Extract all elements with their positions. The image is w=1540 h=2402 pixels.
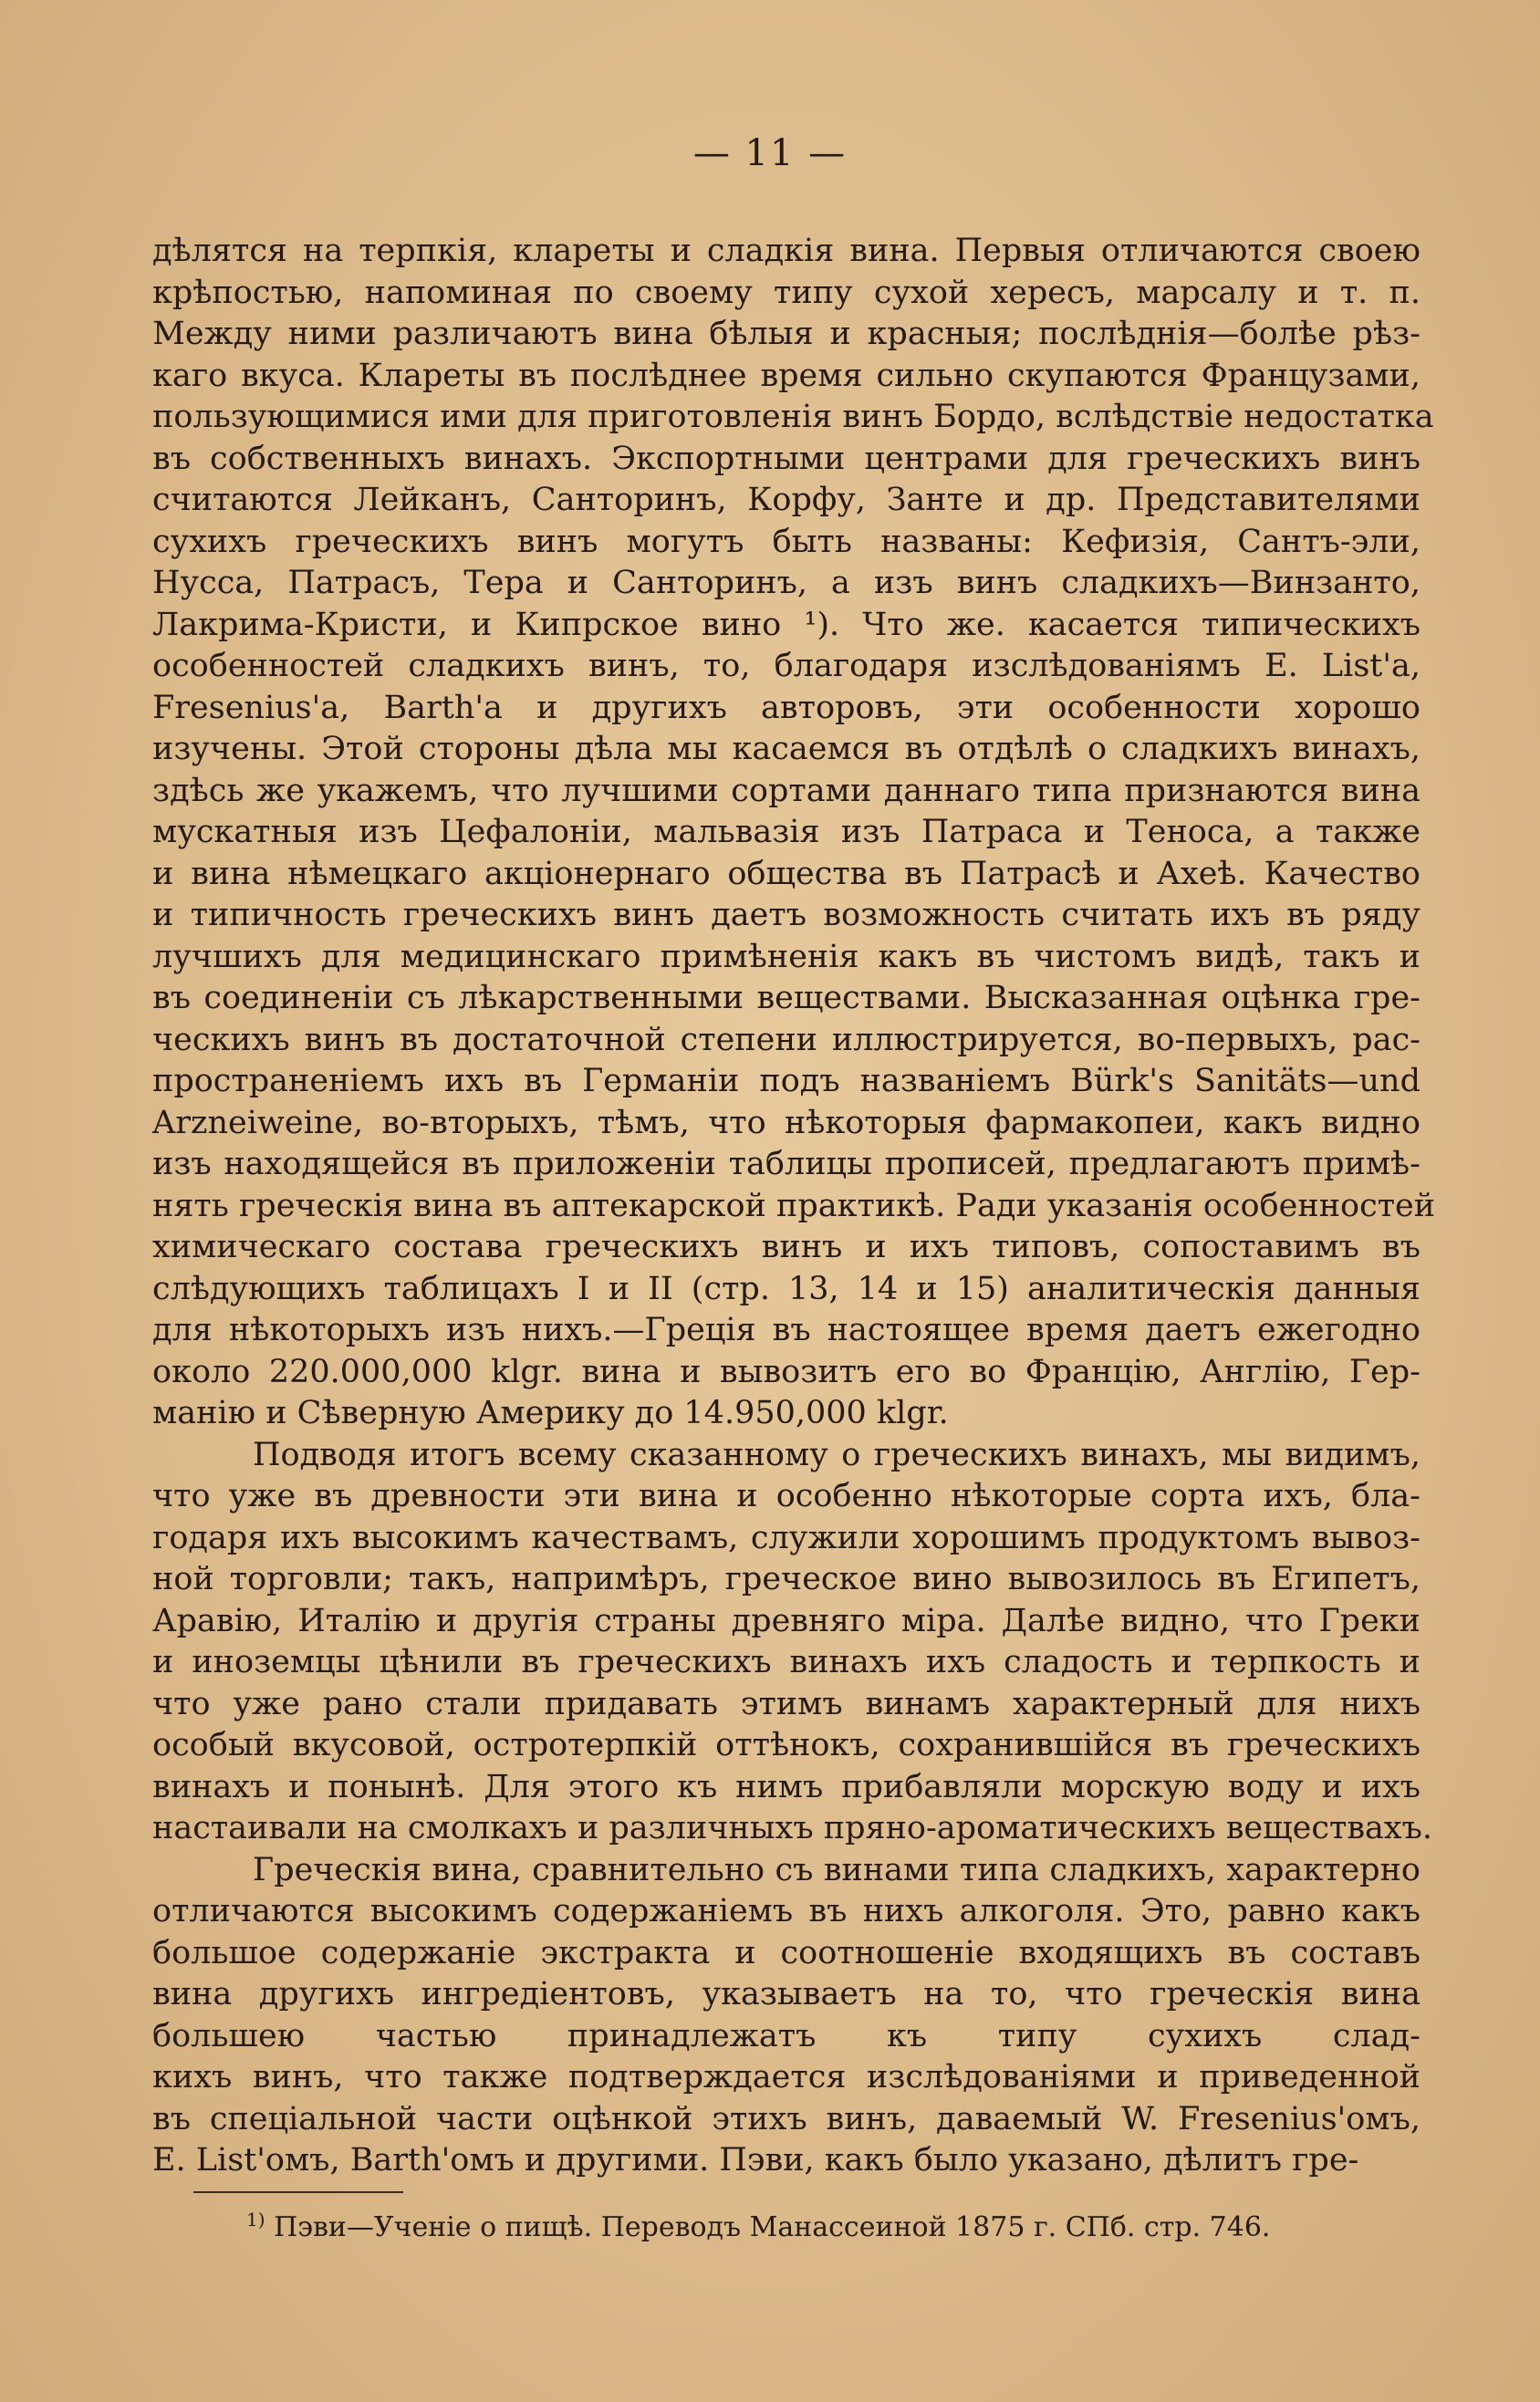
text-line: манію и Сѣверную Америку до 14.950,000 klgr.: [152, 1395, 949, 1431]
paragraph: [152, 1850, 1420, 2182]
text-line: въ спеціальной части оцѣнкой этихъ винъ, даваемый W. Fresenius'омъ,: [152, 2100, 1420, 2137]
text-line: изъ находящейся въ приложеніи таблицы прописей, предлагаютъ примѣ-: [152, 1146, 1420, 1182]
text-line: и вина нѣмецкаго акціонернаго общества въ Патрасѣ и Ахеѣ. Качество: [152, 855, 1420, 892]
text-line: Arzneiweine, во-вторыхъ, тѣмъ, что нѣкоторыя фармакопеи, какъ видно: [152, 1104, 1420, 1141]
text-line: около 220.000,000 klgr. вина и вывозитъ его во Францію, Англію, Гер-: [152, 1353, 1420, 1390]
text-line: здѣсь же укажемъ, что лучшими сортами даннаго типа признаются вина: [152, 772, 1420, 809]
text-line: изучены. Этой стороны дѣла мы касаемся въ отдѣлѣ о сладкихъ винахъ,: [152, 731, 1420, 767]
text-line: и иноземцы цѣнили въ греческихъ винахъ ихъ сладость и терпкость и: [152, 1644, 1420, 1680]
text-line: Аравію, Италію и другія страны древняго міра. Далѣе видно, что Греки: [152, 1602, 1420, 1639]
text-line: вина другихъ ингредіентовъ, указываетъ на то, что греческія вина: [152, 1976, 1420, 2012]
text-line: въ собственныхъ винахъ. Экспортными центрами для греческихъ винъ: [152, 440, 1420, 477]
text-line: Fresenius'а, Barth'а и другихъ авторовъ, эти особенности хорошо: [152, 689, 1420, 726]
text-line: дѣлятся на терпкія, клареты и сладкія вина. Первыя отличаются своею: [152, 233, 1420, 269]
text-line: Подводя итогъ всему сказанному о греческихъ винахъ, мы видимъ,: [253, 1436, 1420, 1473]
text-line: что уже рано стали придавать этимъ винамъ характерный для нихъ: [152, 1685, 1420, 1722]
text-line: ческихъ винъ въ достаточной степени иллюстрируется, во-первыхъ, рас-: [152, 1021, 1420, 1058]
text-line: Лакрима-Кристи, и Кипрское вино ¹). Что же. касается типическихъ: [152, 606, 1420, 643]
text-line: особый вкусовой, остротерпкій оттѣнокъ, сохранившійся въ греческихъ: [152, 1727, 1420, 1763]
text-line: особенностей сладкихъ винъ, то, благодаря изслѣдованіямъ E. List'а,: [152, 648, 1420, 684]
footnote: [246, 2199, 1270, 2249]
text-line: пользующимися ими для приготовленія винъ Бордо, вслѣдствіе недостатка: [152, 399, 1434, 435]
text-line: пространеніемъ ихъ въ Германіи подъ названіемъ Bürk's Sanitäts—und: [152, 1063, 1420, 1099]
footnote-text: Пэви—Ученіе о пищѣ. Переводъ Манассеиной 1875 г. СПб. стр. 746.: [274, 2211, 1271, 2243]
text-line: кихъ винъ, что также подтверждается изслѣдованіями и приведенной: [152, 2059, 1420, 2095]
text-line: ной торговли; такъ, напримѣръ, греческое вино вывозилось въ Египетъ,: [152, 1561, 1420, 1597]
text-line: годаря ихъ высокимъ качествамъ, служили хорошимъ продуктомъ вывоз-: [152, 1519, 1420, 1556]
text-line: и типичность греческихъ винъ даетъ возможность считать ихъ въ ряду: [152, 897, 1420, 933]
text-line: нять греческія вина въ аптекарской практикѣ. Ради указанія особенностей: [152, 1187, 1436, 1224]
footnote-marker: 1): [246, 2209, 265, 2230]
text-line: крѣпостью, напоминая по своему типу сухой хересъ, марсалу и т. п.: [152, 274, 1420, 311]
text-line: химическаго состава греческихъ винъ и ихъ типовъ, сопоставимъ въ: [152, 1229, 1420, 1265]
paragraph: [152, 231, 1436, 1435]
text-line: мускатныя изъ Цефалоніи, мальвазія изъ Патраса и Теноса, а также: [152, 814, 1420, 850]
text-line: лучшихъ для медицинскаго примѣненія какъ въ чистомъ видѣ, такъ и: [152, 938, 1420, 975]
page-number: — 11 —: [692, 132, 848, 174]
text-line: каго вкуса. Клареты въ послѣднее время сильно скупаются Французами,: [152, 357, 1420, 394]
text-line: для нѣкоторыхъ изъ нихъ.—Греція въ настоящее время даетъ ежегодно: [152, 1312, 1420, 1348]
text-line: Греческія вина, сравнительно съ винами типа сладкихъ, характерно: [253, 1851, 1420, 1888]
text-line: отличаются высокимъ содержаніемъ въ нихъ алкоголя. Это, равно какъ: [152, 1893, 1420, 1929]
text-line: Нусса, Патрасъ, Тера и Санторинъ, а изъ винъ сладкихъ—Винзанто,: [152, 565, 1420, 601]
text-line: сухихъ греческихъ винъ могутъ быть названы: Кефизія, Сантъ-эли,: [152, 523, 1420, 560]
text-line: большое содержаніе экстракта и соотношеніе входящихъ въ составъ: [152, 1934, 1420, 1971]
text-line: считаются Лейканъ, Санторинъ, Корфу, Занте и др. Представителями: [152, 482, 1420, 518]
text-line: винахъ и понынѣ. Для этого къ нимъ прибавляли морскую воду и ихъ: [152, 1768, 1420, 1805]
body-text: [152, 231, 1436, 2182]
text-line: что уже въ древности эти вина и особенно нѣкоторые сорта ихъ, бла-: [152, 1478, 1420, 1514]
footnote-divider: [193, 2191, 403, 2193]
text-line: большею частью принадлежатъ къ типу сухихъ слад-: [152, 2017, 1420, 2054]
text-line: E. List'омъ, Barth'омъ и другими. Пэви, какъ было указано, дѣлитъ гре-: [152, 2142, 1359, 2178]
paragraph: [152, 1435, 1433, 1850]
text-line: слѣдующихъ таблицахъ I и II (стр. 13, 14 и 15) аналитическія данныя: [152, 1270, 1420, 1307]
text-line: въ соединеніи съ лѣкарственными веществами. Высказанная оцѣнка гре-: [152, 980, 1420, 1016]
text-line: Между ними различаютъ вина бѣлыя и красныя; послѣднія—болѣе рѣз-: [152, 316, 1420, 352]
text-line: настаивали на смолкахъ и различныхъ пряно-ароматическихъ веществахъ.: [152, 1810, 1433, 1846]
